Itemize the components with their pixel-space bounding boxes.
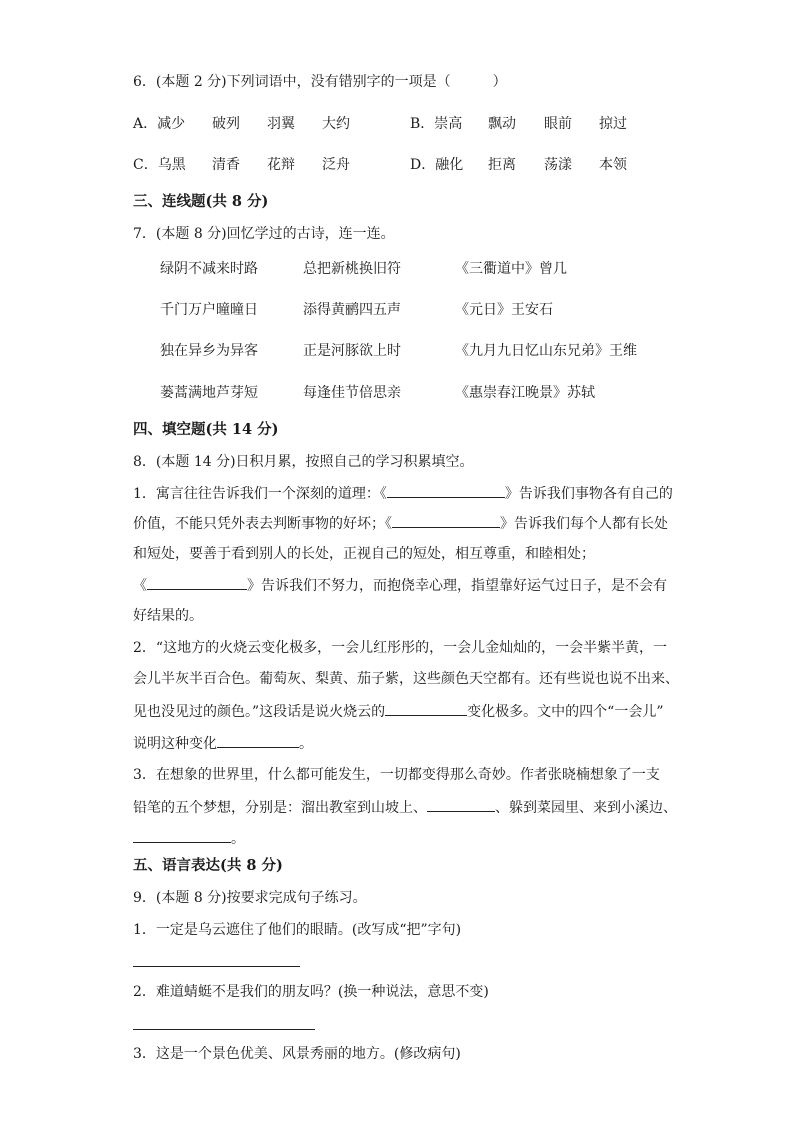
q8-part1-line (133, 483, 673, 504)
q9-sentence-1: 1．一定是乌云遮住了他们的眼睛。(改写成“把”字句) (133, 922, 462, 938)
text: 变化极多。文中的四个“一会儿” (467, 704, 664, 720)
fill-blank[interactable] (385, 701, 467, 716)
poem-line: 每逢佳节倍思亲 (303, 385, 401, 401)
answer-line[interactable] (133, 966, 300, 967)
q8-part1-line (133, 513, 668, 534)
text: 、躲到菜园里、来到小溪边、 (495, 800, 677, 816)
text: 说明这种变化 (133, 736, 217, 752)
answer-line[interactable] (133, 1029, 315, 1030)
section-heading-4: 四、填空题(共 14 分) (133, 421, 279, 438)
q8-stem: 8．(本题 14 分)日积月累，按照自己的学习积累填空。 (133, 454, 474, 470)
q8-part1-line: 好结果的。 (133, 608, 203, 624)
q7-stem: 7．(本题 8 分)回忆学过的古诗，连一连。 (133, 226, 395, 242)
q8-part2-line: 2．“这地方的火烧云变化极多，一会儿红彤彤的，一会儿金灿灿的，一会半紫半黄，一 (133, 640, 668, 656)
text: 。 (231, 831, 245, 847)
q6-option-b-word: 眼前 (544, 116, 572, 132)
q9-sentence-3: 3．这是一个景色优美、风景秀丽的地方。(修改病句) (133, 1046, 461, 1062)
q9-sentence-2: 2．难道蜻蜓不是我们的朋友吗？(换一种说法，意思不变) (133, 984, 489, 1000)
fill-blank[interactable] (147, 575, 247, 590)
text: 。 (299, 736, 313, 752)
poem-source: 《惠崇春江晚景》苏轼 (455, 385, 595, 401)
fill-blank[interactable] (133, 828, 231, 843)
text: 见也没见过的颜色。”这段话是说火烧云的 (133, 704, 386, 720)
poem-line: 总把新桃换旧符 (303, 261, 401, 277)
q6-option-b-word: 飘动 (488, 116, 516, 132)
text: 《 (133, 578, 147, 594)
q6-option-d-word: 荡漾 (544, 157, 572, 173)
fill-blank[interactable] (392, 513, 500, 528)
text: 1．寓言往往告诉我们一个深刻的道理：《 (133, 486, 387, 502)
fill-blank[interactable] (387, 483, 505, 498)
poem-line: 绿阴不减来时路 (160, 261, 258, 277)
q6-option-c-word: 泛舟 (322, 157, 350, 173)
section-heading-5: 五、语言表达(共 8 分) (133, 857, 283, 874)
poem-source: 《元日》王安石 (455, 302, 553, 318)
q9-stem: 9．(本题 8 分)按要求完成句子练习。 (133, 890, 367, 906)
text: 》告诉我们事物各有自己的 (504, 486, 673, 502)
q8-part2-line (133, 733, 313, 754)
q6-option-a-word: 羽翼 (267, 116, 295, 132)
poem-line: 千门万户曈曈日 (160, 302, 258, 318)
poem-line: 蒌蒿满地芦芽短 (160, 385, 258, 401)
q6-option-d-word: 拒离 (488, 157, 516, 173)
q8-part1-line: 和短处，要善于看到别人的长处，正视自己的短处，相互尊重，和睦相处； (133, 546, 595, 562)
poem-line: 添得黄鹂四五声 (303, 302, 401, 318)
q8-part3-line: 3．在想象的世界里，什么都可能发生，一切都变得那么奇妙。作者张晓楠想象了一支 (133, 767, 660, 783)
q8-part3-line (133, 828, 245, 849)
section-heading-3: 三、连线题(共 8 分) (133, 193, 269, 210)
q6-option-a-label: A．减少 (133, 116, 186, 132)
q6-option-a-word: 大约 (322, 116, 350, 132)
q6-option-c-label: C．乌黑 (133, 157, 186, 173)
q6-option-d-label: D．融化 (410, 157, 464, 173)
q6-option-c-word: 清香 (212, 157, 240, 173)
text: 铅笔的五个梦想，分别是：溜出教室到山坡上、 (133, 800, 427, 816)
poem-source: 《三衢道中》曾几 (455, 261, 567, 277)
poem-line: 正是河豚欲上时 (303, 343, 401, 359)
q6-option-d-word: 本领 (599, 157, 627, 173)
text: 》告诉我们每个人都有长处 (500, 516, 668, 532)
q8-part1-line (133, 575, 667, 596)
fill-blank[interactable] (217, 733, 299, 748)
text: 价值，不能只凭外表去判断事物的好坏；《 (133, 516, 392, 532)
q6-stem: 6．(本题 2 分)下列词语中，没有错别字的一项是（ ） (133, 74, 507, 90)
poem-line: 独在异乡为异客 (160, 343, 258, 359)
q8-part2-line (133, 701, 663, 722)
q8-part3-line (133, 797, 677, 818)
q6-option-c-word: 花辩 (267, 157, 295, 173)
q6-option-b-word: 掠过 (599, 116, 627, 132)
q8-part2-line: 会儿半灰半百合色。葡萄灰、梨黄、茄子紫，这些颜色天空都有。还有些说也说不出来、 (133, 671, 679, 687)
poem-source: 《九月九日忆山东兄弟》王维 (455, 343, 637, 359)
text: 》告诉我们不努力，而抱侥幸心理，指望靠好运气过日子，是不会有 (247, 578, 667, 594)
fill-blank[interactable] (427, 797, 495, 812)
q6-option-b-label: B．崇高 (410, 116, 463, 132)
q6-option-a-word: 破列 (212, 116, 240, 132)
